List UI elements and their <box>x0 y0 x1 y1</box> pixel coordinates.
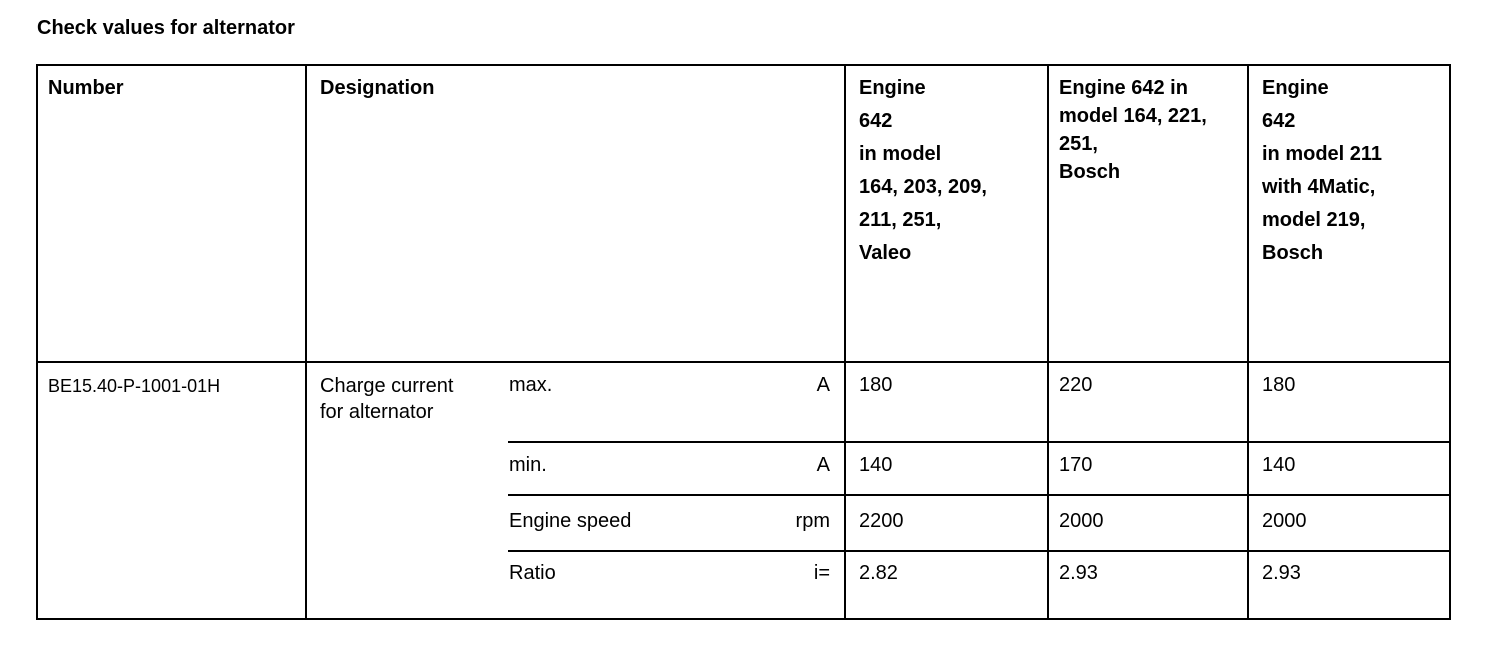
col-divider <box>844 66 846 618</box>
value-cell: 2000 <box>1059 510 1104 532</box>
col-divider <box>1047 66 1049 618</box>
value-cell: 170 <box>1059 454 1093 476</box>
subrow-label: max. <box>509 374 553 396</box>
header-engine-bosch: Engine 642 in model 164, 221, 251, Bosch <box>1059 77 1207 183</box>
header-designation: Designation <box>320 77 435 99</box>
subrow-unit: A <box>816 374 830 396</box>
value-cell: 2200 <box>859 510 904 532</box>
value-cell: 180 <box>1262 374 1296 396</box>
value-cell: 180 <box>859 374 893 396</box>
header-divider <box>38 361 1449 363</box>
check-values-table <box>36 64 1451 620</box>
subrow-label: Ratio <box>509 562 556 584</box>
value-cell: 2000 <box>1262 510 1307 532</box>
subrow-label: min. <box>509 454 547 476</box>
subrow-unit: rpm <box>795 510 830 532</box>
value-cell: 2.82 <box>859 562 898 584</box>
subrow-divider <box>508 550 1449 552</box>
value-cell: 2.93 <box>1262 562 1301 584</box>
value-cell: 220 <box>1059 374 1093 396</box>
col-divider <box>305 66 307 618</box>
page-title: Check values for alternator <box>37 17 295 39</box>
subrow-unit: i= <box>813 562 830 584</box>
value-cell: 2.93 <box>1059 562 1098 584</box>
row-number: BE15.40-P-1001-01H <box>48 376 221 396</box>
row-designation: Charge current for alternator <box>320 375 454 423</box>
header-number: Number <box>48 77 124 99</box>
subrow-divider <box>508 494 1449 496</box>
col-divider <box>1247 66 1249 618</box>
header-engine-valeo: Engine 642 in model 164, 203, 209, 211, 251, Valeo <box>859 77 987 264</box>
value-cell: 140 <box>859 454 893 476</box>
subrow-divider <box>508 441 1449 443</box>
subrow-unit: A <box>816 454 830 476</box>
header-engine-4matic: Engine 642 in model 211 with 4Matic, model 219, Bosch <box>1262 77 1383 264</box>
subrow-label: Engine speed <box>509 510 632 532</box>
value-cell: 140 <box>1262 454 1296 476</box>
